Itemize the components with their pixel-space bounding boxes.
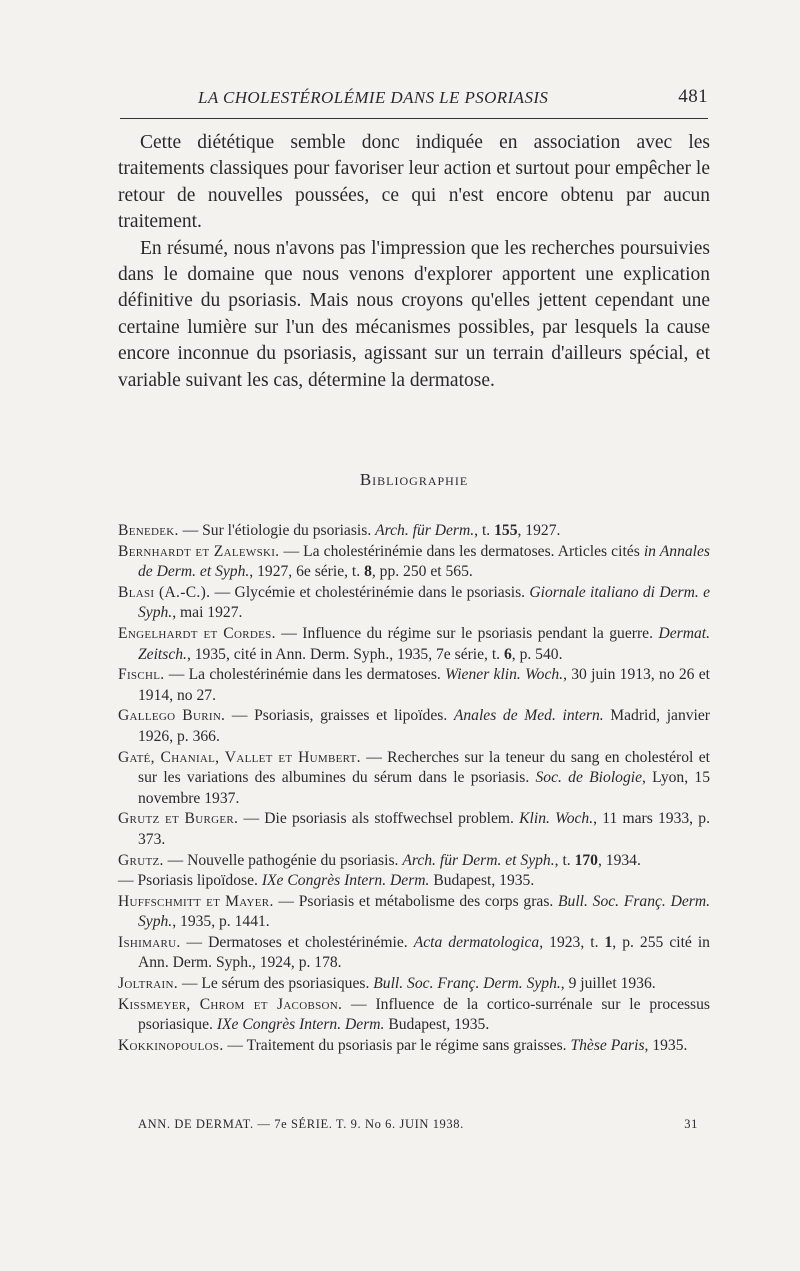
- entry-journal: Arch. für Derm. et Syph.: [402, 851, 555, 869]
- entry-journal: Anales de Med. intern.: [453, 707, 604, 725]
- entry-journal: Acta dermatologica: [413, 933, 540, 951]
- bibliography-list: [118, 521, 710, 1056]
- entry-text: , mai 1927.: [172, 604, 243, 622]
- entry-journal: Thèse Paris: [570, 1036, 645, 1054]
- entry-text: , t.: [554, 851, 575, 869]
- entry-text: , t.: [474, 522, 495, 539]
- entry-text: , p. 540.: [511, 645, 563, 663]
- entry-volume: 155: [494, 522, 518, 539]
- entry-text: , 1935, cité in Ann. Derm. Syph., 1935, 7e série, t.: [186, 645, 504, 663]
- entry-text: , 1934.: [597, 851, 641, 869]
- entry-text: , pp. 250 et 565.: [371, 563, 473, 581]
- bibliography-entry: [118, 542, 710, 583]
- page-number: 481: [678, 86, 708, 107]
- entry-author: Engelhardt et Cordes.: [118, 624, 276, 642]
- bibliography-entry: [118, 892, 710, 933]
- entry-volume: 1: [604, 933, 613, 951]
- entry-journal: Soc. de Biologie: [535, 769, 642, 787]
- entry-journal: Arch. für Derm.: [375, 522, 475, 539]
- entry-author: Grutz et Burger.: [118, 810, 239, 828]
- entry-author: Blasi (A.-C.).: [118, 583, 211, 601]
- footer-signature: 31: [684, 1117, 698, 1131]
- footer-journal-info: ANN. DE DERMAT. — 7e SÉRIE. T. 9. No 6. JUIN 1938.: [138, 1117, 464, 1131]
- paragraph: Cette diététique semble donc indiquée en association avec les traitements classiques pour favoriser leur action et surtout pour empêcher le retour de nouvelles poussées, ce qui n'est encore obtenu par aucun traitement.: [118, 132, 710, 233]
- entry-text: , p. 255 cité in Ann. Derm. Syph., 1924, p. 178.: [138, 933, 710, 972]
- entry-text: , 9 juillet 1936.: [560, 975, 656, 993]
- page-footer: [138, 1117, 698, 1135]
- paragraph: En résumé, nous n'avons pas l'impression que les recherches poursuivies dans le domaine que nous venons d'explorer apportent une explication définitive du psoriasis. Mais nous croyons qu'elles jettent cependant une certaine lumière sur l'un des mécanismes possibles, par lesquels la cause encore inconnue du psoriasis, agissant sur un terrain d'ailleurs spécial, et variable suivant les cas, détermine la dermatose.: [118, 237, 710, 391]
- entry-text: — Sur l'étiologie du psoriasis.: [178, 522, 376, 539]
- entry-text: , 1927.: [517, 522, 561, 539]
- entry-text: — Le sérum des psoriasiques.: [177, 975, 374, 993]
- entry-text: — Die psoriasis als stoffwechsel problem.: [238, 810, 520, 828]
- entry-author: Kissmeyer, Chrom et Jacobson.: [118, 995, 343, 1013]
- entry-journal: Wiener klin. Woch.: [445, 666, 564, 684]
- entry-text: — Nouvelle pathogénie du psoriasis.: [163, 851, 403, 869]
- entry-volume: 8: [364, 563, 372, 581]
- entry-text: — Traitement du psoriasis par le régime sans graisses.: [223, 1036, 571, 1054]
- header-rule: [120, 118, 708, 119]
- entry-journal: IXe Congrès Intern. Derm.: [261, 872, 430, 890]
- bibliography-entry: [118, 624, 710, 665]
- entry-journal: Bull. Soc. Franç. Derm. Syph.: [138, 892, 710, 931]
- entry-text: — Influence de la cortico-surrénale sur le processus psoriasique.: [138, 995, 710, 1034]
- bibliography-entry: [118, 974, 710, 995]
- entry-author: Ishimaru.: [118, 933, 181, 951]
- entry-text: , 1927, 6e série, t.: [249, 563, 365, 581]
- bibliography-entry: [118, 1036, 710, 1057]
- entry-text: — Recherches sur la teneur du sang en cholestérol et sur les variations des albumines du sérum dans le psoriasis.: [138, 748, 710, 787]
- entry-text: , 1923, t.: [539, 933, 605, 951]
- bibliography-entry: [118, 933, 710, 974]
- bibliography-entry: [118, 583, 710, 624]
- entry-text: — Psoriasis et métabolisme des corps gras.: [273, 892, 559, 910]
- entry-author: Benedek.: [118, 522, 179, 539]
- entry-author: Gallego Burin.: [118, 707, 226, 725]
- running-title: LA CHOLESTÉROLÉMIE DANS LE PSORIASIS: [198, 88, 549, 107]
- entry-text: — Psoriasis, graisses et lipoïdes.: [225, 707, 454, 725]
- bibliography-entry: [118, 748, 710, 810]
- entry-text: , 1935, p. 1441.: [172, 913, 270, 931]
- bibliography-entry: [118, 871, 710, 892]
- entry-text: Budapest, 1935.: [384, 1016, 490, 1034]
- bibliography-entry: [118, 521, 710, 542]
- entry-text: , 30 juin 1913, no 26 et 1914, no 27.: [138, 666, 711, 704]
- entry-text: , Lyon, 15 novembre 1937.: [138, 769, 710, 807]
- entry-text: — Psoriasis lipoïdose.: [118, 872, 262, 890]
- bibliography-entry: [118, 809, 710, 850]
- entry-author: Gaté, Chanial, Vallet et Humbert.: [118, 748, 361, 766]
- entry-text: Madrid, janvier 1926, p. 366.: [138, 707, 710, 745]
- entry-journal: Dermat. Zeitsch.: [138, 624, 710, 663]
- bibliography-entry: [118, 995, 710, 1036]
- entry-author: Bernhardt et Zalewski.: [118, 542, 280, 560]
- entry-text: — Glycémie et cholestérinémie dans le psoriasis.: [210, 583, 530, 601]
- entry-journal: Bull. Soc. Franç. Derm. Syph.: [373, 975, 561, 993]
- entry-text: Budapest, 1935.: [429, 872, 535, 890]
- entry-author: Huffschmitt et Mayer.: [118, 892, 274, 910]
- entry-text: — Influence du régime sur le psoriasis pendant la guerre.: [275, 624, 659, 642]
- entry-text: , 11 mars 1933, p. 373.: [138, 810, 710, 848]
- entry-journal: IXe Congrès Intern. Derm.: [216, 1016, 385, 1034]
- entry-journal: Giornale italiano di Derm. e Syph.: [138, 583, 710, 622]
- entry-text: , 1935.: [644, 1036, 688, 1054]
- entry-author: Grutz.: [118, 851, 164, 869]
- entry-text: — Dermatoses et cholestérinémie.: [180, 933, 414, 951]
- bibliography-entry: [118, 706, 710, 747]
- entry-text: — La cholestérinémie dans les dermatoses. Articles cités: [279, 542, 644, 560]
- entry-author: Kokkinopoulos.: [118, 1036, 224, 1054]
- entry-volume: 6: [503, 645, 512, 663]
- bibliography-title: Bibliographie: [359, 470, 469, 489]
- entry-journal: Klin. Woch.: [519, 810, 594, 828]
- entry-text: — La cholestérinémie dans les dermatoses.: [164, 666, 446, 684]
- entry-author: Fischl.: [118, 666, 165, 684]
- entry-author: Joltrain.: [118, 975, 178, 993]
- entry-volume: 170: [574, 851, 598, 869]
- running-head: [118, 86, 708, 112]
- bibliography-entry: [118, 851, 710, 872]
- entry-journal: in Annales de Derm. et Syph.: [138, 542, 711, 581]
- bibliography-entry: [118, 665, 710, 706]
- body-text: [118, 130, 710, 394]
